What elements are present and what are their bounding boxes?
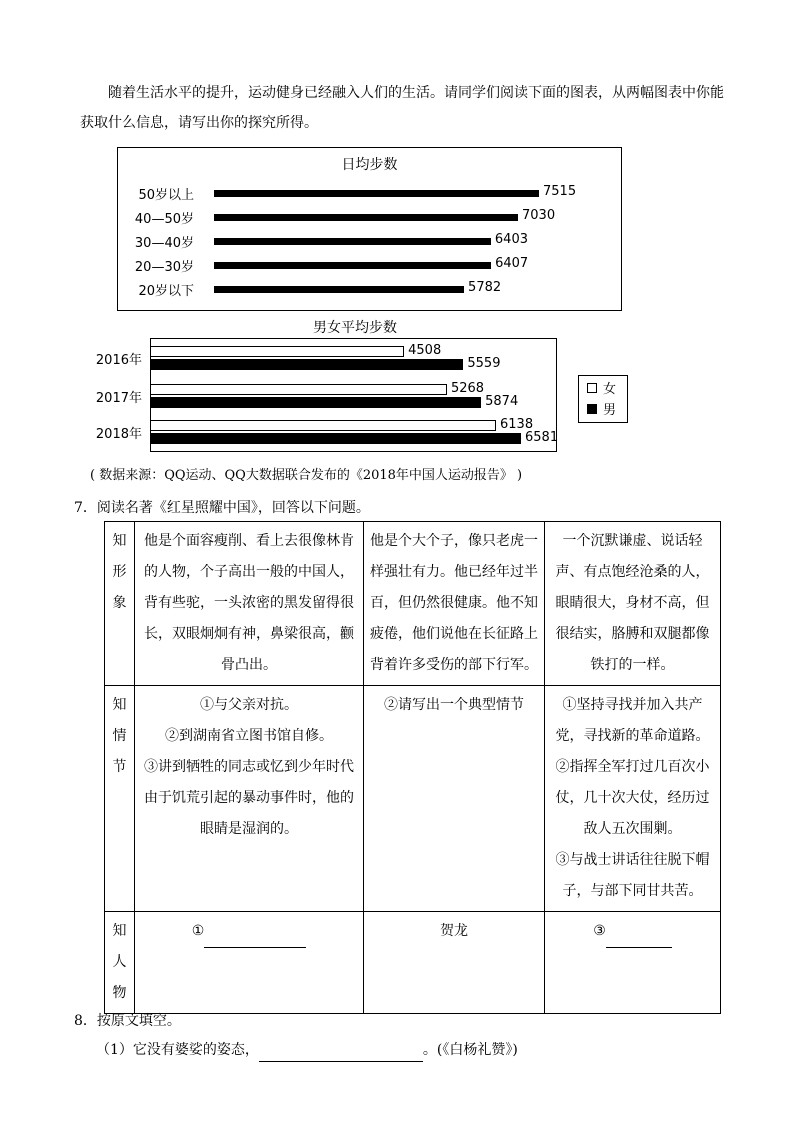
category-label: 20—30岁 <box>134 260 194 275</box>
bar <box>214 238 491 245</box>
chart-title: 男女平均步数 <box>313 320 397 336</box>
data-label: 5874 <box>485 394 519 409</box>
data-label: 5559 <box>467 356 501 371</box>
table-cell: ①与父亲对抗。 ②到湖南省立图书馆自修。 ③讲到牺牲的同志或忆到少年时代由于饥荒引起的暴动事件时，他的眼睛是湿润的。 <box>135 686 364 912</box>
question-prompt: 按原文填空。 <box>96 1013 181 1029</box>
bar <box>214 214 518 221</box>
chart-title: 日均步数 <box>341 157 398 173</box>
row-header: 知 人 物 <box>105 912 135 1014</box>
data-label: 5268 <box>450 381 485 396</box>
bar <box>214 262 491 269</box>
table-row <box>105 522 721 686</box>
chart-legend <box>578 375 628 423</box>
legend-swatch-male <box>587 404 597 414</box>
bar <box>214 190 539 197</box>
category-label: 30—40岁 <box>134 236 194 251</box>
table-cell: 一个沉默谦虚、说话轻声、有点饱经沧桑的人，眼睛很大，身材不高，但很结实，胳膊和双腿都像铁打的一样。 <box>545 522 721 686</box>
data-label: 6403 <box>494 232 528 247</box>
legend-label: 男 <box>603 403 617 418</box>
bar-male <box>150 359 463 370</box>
table-cell: 他是个大个子，像只老虎一样强壮有力。他已经年过半百，但仍然很健康。他不知疲倦，他们说他在长征路上背着许多受伤的部下行军。 <box>364 522 545 686</box>
legend-label: 女 <box>603 382 617 397</box>
question-7 <box>74 497 370 519</box>
table-row <box>105 912 721 1014</box>
category-label: 2017年 <box>95 391 142 406</box>
answer-blank[interactable] <box>204 916 306 948</box>
table-cell <box>364 686 545 912</box>
question-number: 7． <box>74 500 97 516</box>
data-label: 7515 <box>543 184 577 199</box>
table-row <box>105 686 721 912</box>
daily-steps-chart <box>117 147 622 311</box>
data-label: 6581 <box>525 430 559 445</box>
bar-female <box>150 346 404 357</box>
question-prompt: 阅读名著《红星照耀中国》，回答以下问题。 <box>96 500 370 516</box>
bar <box>214 286 464 293</box>
table-cell: ① <box>135 912 364 1014</box>
category-label: 2016年 <box>95 353 142 368</box>
data-label: 4508 <box>408 343 442 358</box>
category-label: 50岁以上 <box>138 188 194 203</box>
answer-blank[interactable] <box>606 916 672 948</box>
bar-female <box>150 384 447 395</box>
bar-female <box>150 420 496 431</box>
character-table <box>104 521 721 1014</box>
category-label: 40—50岁 <box>134 212 194 227</box>
data-label: 6407 <box>495 256 529 271</box>
table-cell: ①坚持寻找并加入共产党，寻找新的革命道路。 ②指挥全军打过几百次小仗，几十次大仗，经历过敌人五次围剿。 ③与战士讲话往往脱下帽子，与部下同甘共苦。 <box>545 686 721 912</box>
answer-prompt[interactable]: ②请写出一个典型情节 <box>384 697 524 713</box>
bar-male <box>150 397 481 408</box>
table-cell: ③ <box>545 912 721 1014</box>
data-label: 5782 <box>468 280 502 295</box>
data-label: 7030 <box>522 208 556 223</box>
legend-swatch-female <box>587 383 597 393</box>
question-8 <box>74 1010 181 1032</box>
intro-line-1: 随着生活水平的提升，运动健身已经融入人们的生活。请同学们阅读下面的图表，从两幅图表中你能 <box>108 85 724 101</box>
table-cell: 他是个面容瘦削、看上去很像林肯的人物，个子高出一般的中国人，背有些驼，一头浓密的黑发留得很长，双眼炯炯有神，鼻梁很高，颧骨凸出。 <box>135 522 364 686</box>
source-note: ( 数据来源：QQ运动、QQ大数据联合发布的《2018年中国人运动报告》 ) <box>90 468 523 483</box>
category-label: 2018年 <box>95 427 142 442</box>
bar-male <box>150 433 521 444</box>
intro-line-2: 获取什么信息，请写出你的探究所得。 <box>80 115 318 131</box>
table-cell: 贺龙 <box>364 912 545 1014</box>
row-header: 知 形 象 <box>105 522 135 686</box>
row-header: 知 情 节 <box>105 686 135 912</box>
data-label: 6138 <box>500 417 534 432</box>
category-label: 20岁以下 <box>138 284 194 299</box>
question-8-item-1: （1）它没有婆娑的姿态， 。(《白杨礼赞》) <box>96 1039 518 1062</box>
answer-blank[interactable] <box>259 1039 423 1062</box>
question-number: 8． <box>74 1013 97 1029</box>
